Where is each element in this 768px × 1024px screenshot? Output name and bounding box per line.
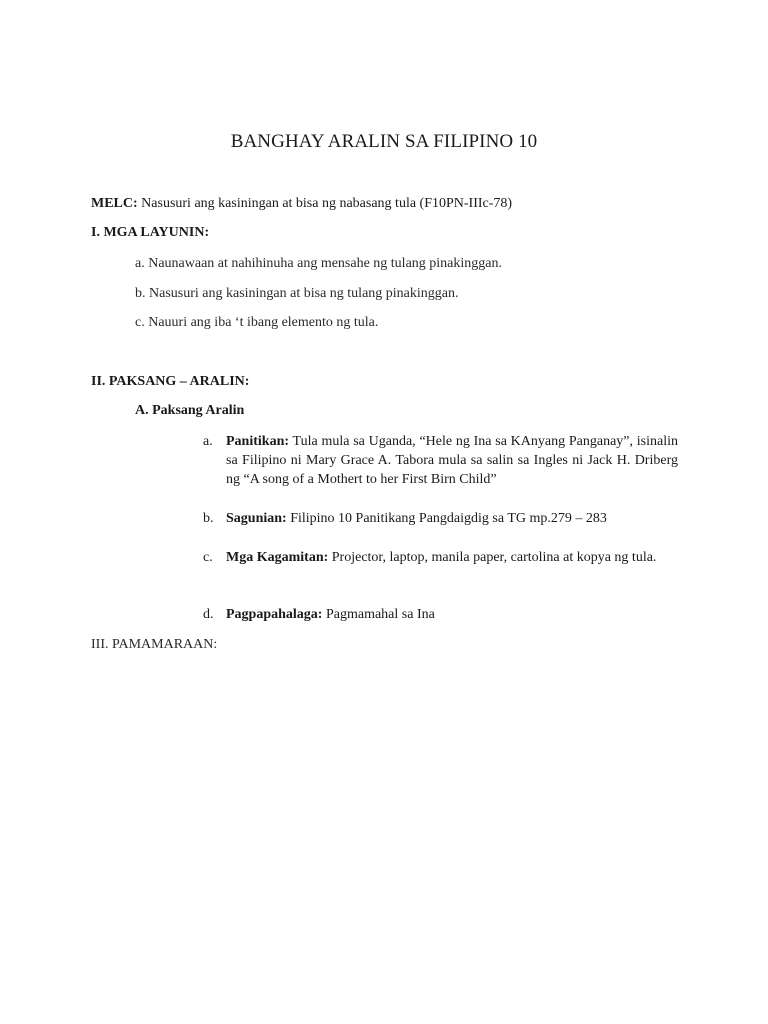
page-title: BANGHAY ARALIN SA FILIPINO 10 — [230, 131, 538, 152]
list-marker: b. — [203, 511, 214, 526]
list-item-sanggunian — [203, 509, 678, 528]
subheading-paksang-aralin: A. Paksang Aralin — [135, 403, 245, 418]
list-marker: d. — [203, 607, 214, 622]
list-item-pagpapahalaga — [203, 605, 678, 624]
section-heading-paksang-aralin: II. PAKSANG – ARALIN: — [91, 374, 250, 389]
melc-text: Nasusuri ang kasiningan at bisa ng nabasang tula (F10PN-IIIc-78) — [141, 196, 513, 211]
section-heading-layunin: I. MGA LAYUNIN: — [91, 225, 210, 240]
objective-item: a. Naunawaan at nahihinuha ang mensahe ng tulang pinakinggan. — [135, 256, 502, 271]
item-label: Panitikan: — [226, 434, 290, 449]
melc-label: MELC: — [91, 196, 138, 211]
list-marker: c. — [203, 550, 213, 565]
section-heading-pamamaraan: III. PAMAMARAAN: — [91, 637, 218, 652]
item-text: Filipino 10 Panitikang Pangdaigdig sa TG mp.279 – 283 — [290, 511, 607, 526]
objective-item: c. Nauuri ang iba ‘t ibang elemento ng tula. — [135, 315, 379, 330]
item-text: Pagmamahal sa Ina — [325, 607, 435, 622]
item-label: Sagunian: — [226, 511, 287, 526]
melc-line — [91, 195, 512, 213]
list-marker: a. — [203, 434, 213, 449]
item-label: Pagpapahalaga: — [226, 607, 323, 622]
item-label: Mga Kagamitan: — [226, 550, 329, 565]
item-text: Tula mula sa Uganda, “Hele ng Ina sa KAnyang Panganay”, isinalin sa Filipino ni Mary Grace A. Tabora mula sa salin sa Ingles ni Jack H. Driberg ng “A song of a Mothert to her First Birn Child” — [226, 434, 678, 487]
list-item-kagamitan — [203, 548, 678, 567]
objective-item: b. Nasusuri ang kasiningan at bisa ng tulang pinakinggan. — [135, 286, 459, 301]
item-text: Projector, laptop, manila paper, cartolina at kopya ng tula. — [331, 550, 657, 565]
list-item-panitikan — [203, 432, 678, 489]
